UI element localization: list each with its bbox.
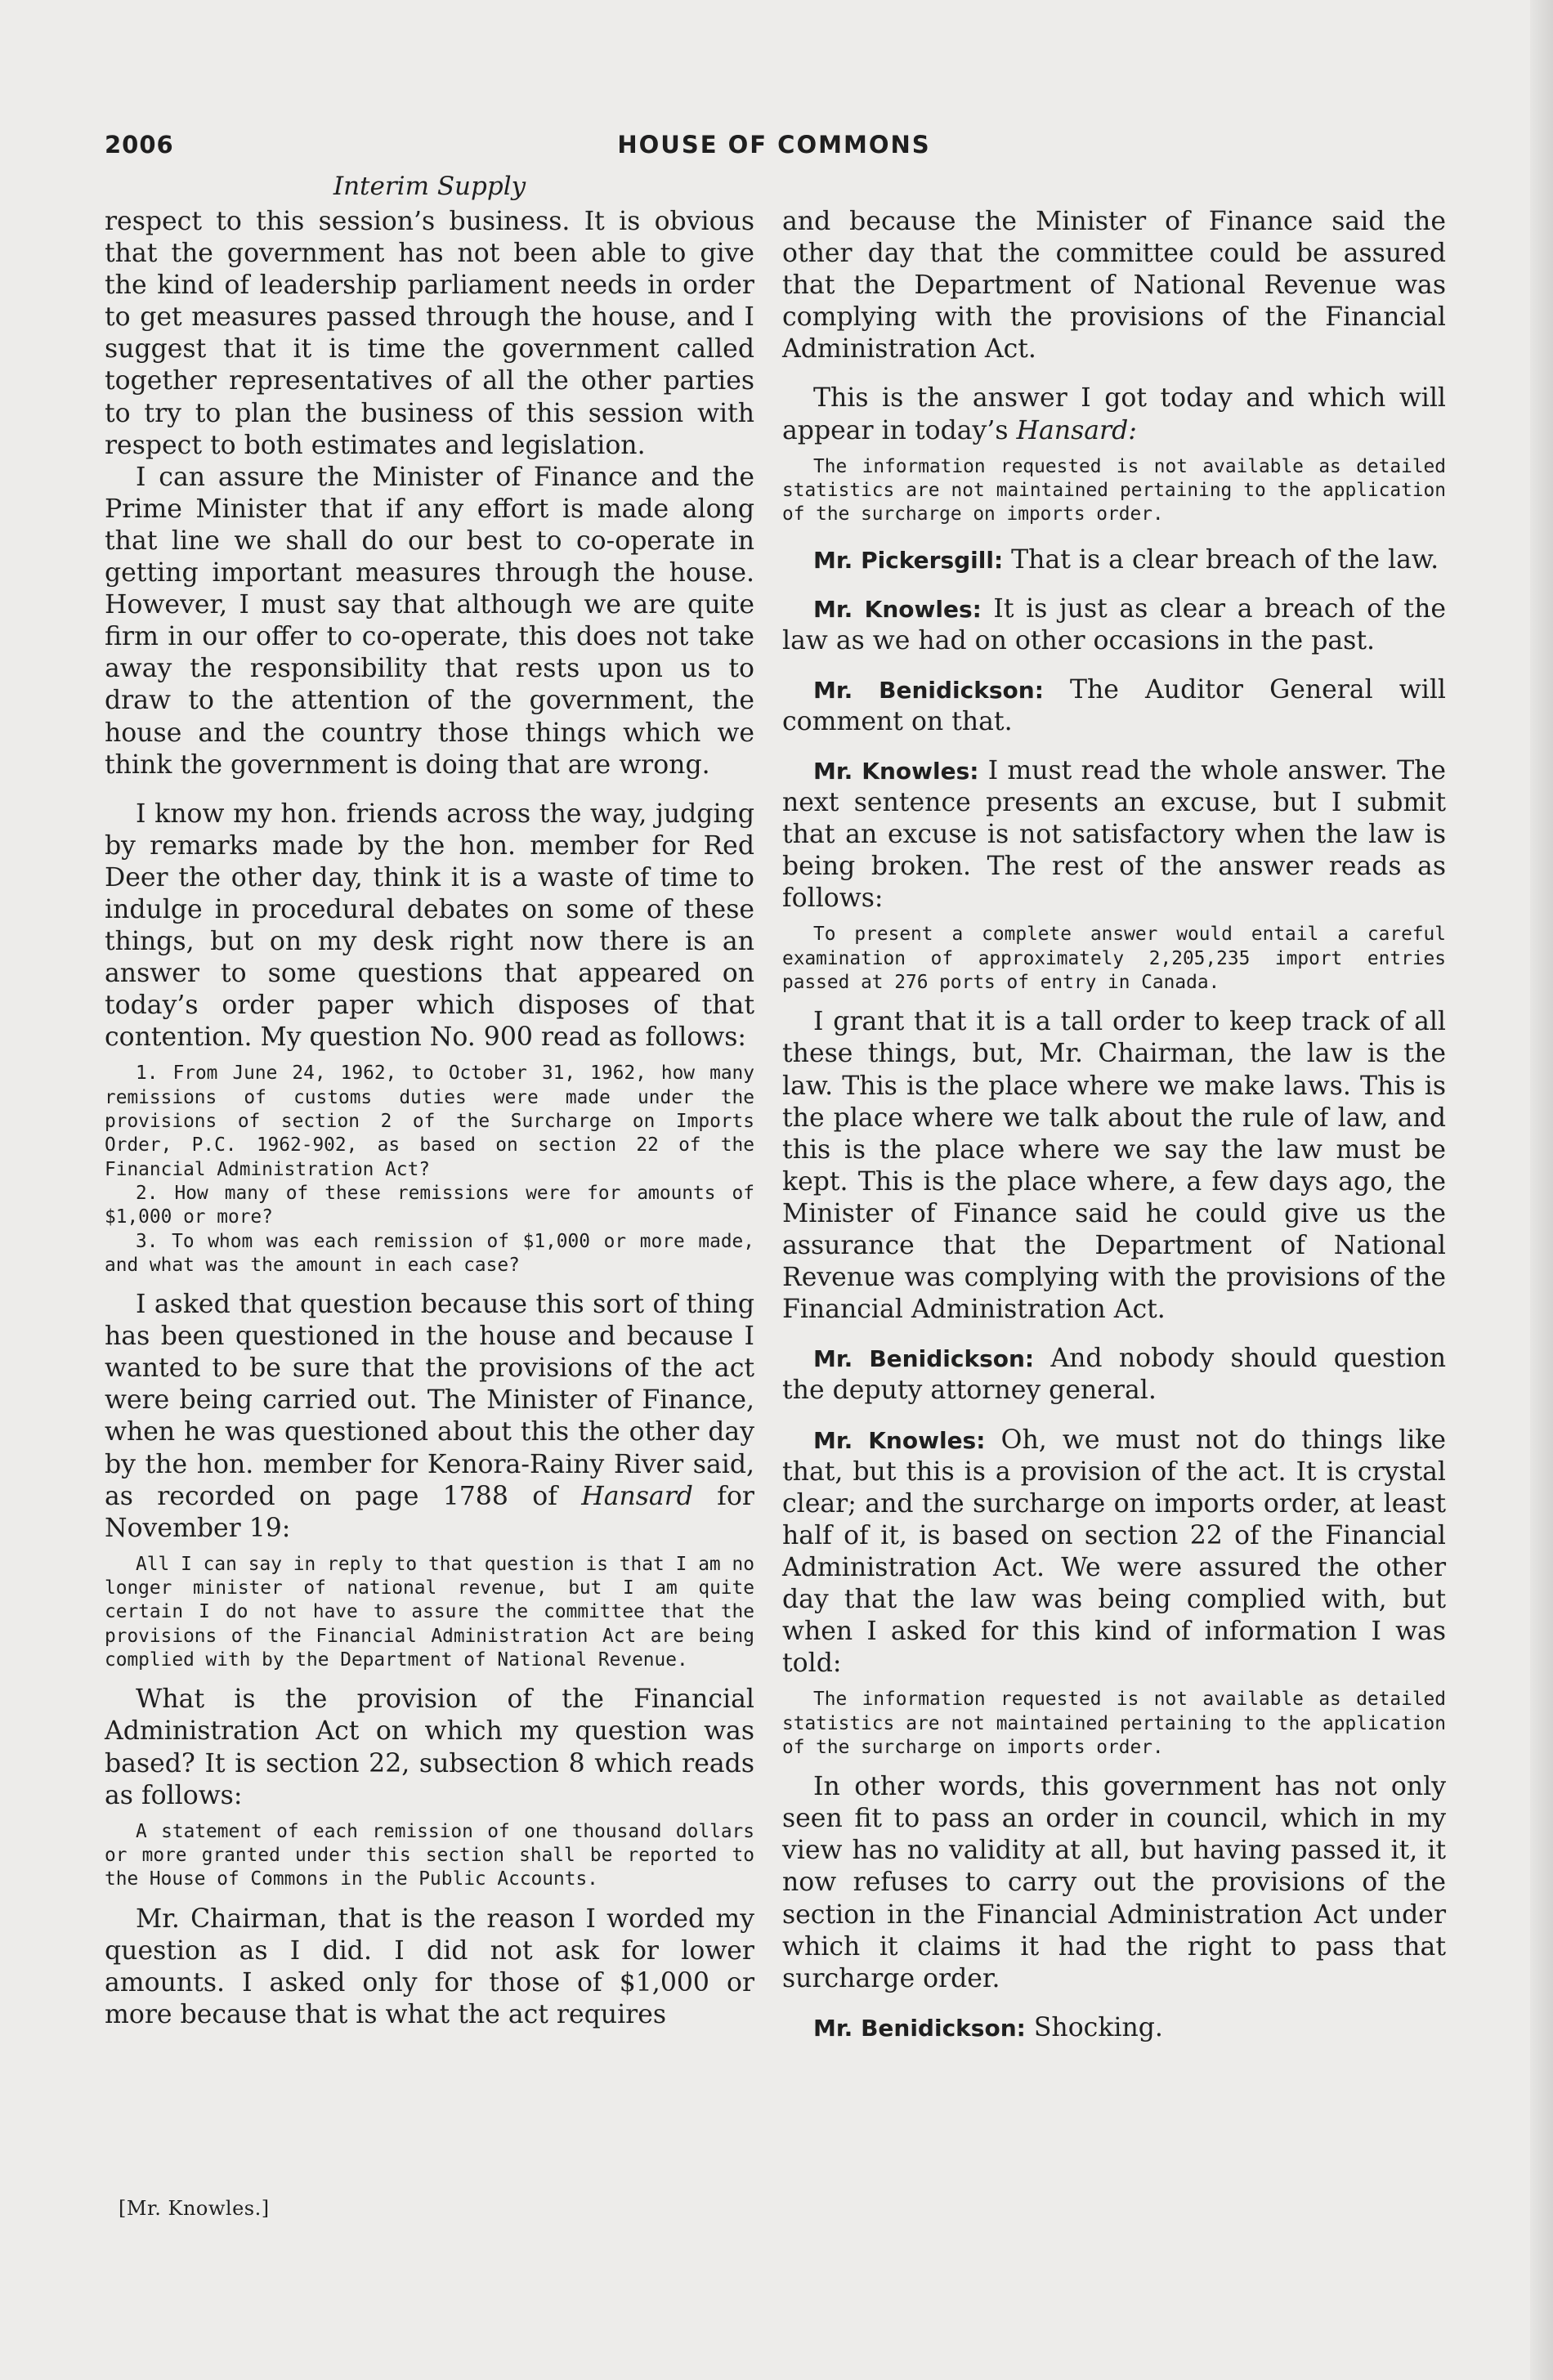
right-column — [782, 206, 1446, 2044]
quote-line: 3. To whom was each remission of $1,000 or more made, and what was the amount in each case? — [105, 1230, 754, 1276]
quoted-act — [105, 1820, 754, 1892]
hansard-italic: Hansard — [581, 1481, 693, 1511]
speaker-name: Mr. Pickersgill: — [813, 546, 1004, 574]
speech-text: It is just as clear a breach of the law as we had on other occasions in the past. — [782, 593, 1447, 655]
paragraph: and because the Minister of Finance said the other day that the committee could be assured that the Department of National Revenue was complying with the provisions of the Financial Administration Act. — [782, 207, 1446, 365]
quote-line: The information requested is not available as detailed statistics are not maintained pertaining to the application of the surcharge on imports order. — [782, 455, 1446, 526]
quote-line: To present a complete answer would entail a careful examination of approximately 2,205,235 import entries passed at 276 ports of entry in Canada. — [782, 924, 1446, 994]
speech — [782, 1425, 1446, 1680]
page-header — [105, 131, 1443, 172]
speaker-name: Mr. Benidickson: — [813, 1345, 1035, 1373]
quote-line: A statement of each remission of one thousand dollars or more granted under this section shall be reported to the House of Commons in the Public Accounts. — [105, 1820, 754, 1890]
quoted-question — [105, 1062, 754, 1277]
speech-text: Oh, we must not do things like that, but this is a provision of the act. It is crystal clear; and the surcharge on imports order, at least half of it, is based on section 22 of the Financial Administration Act. We were assured the other day that the law was being complied with, but when I asked for this kind of information I was told: — [782, 1425, 1447, 1679]
quote-line: All I can say in reply to that question is that I am no longer minister of national revenue, but I am quite certain I do not have to assure the committee that the provisions of the Financial Administration Act are being complied with by the Department of National Revenue. — [105, 1553, 754, 1671]
speech-text: The Auditor General will comment on that. — [782, 674, 1446, 736]
page-number: 2006 — [105, 131, 174, 159]
section-title: Interim Supply — [333, 172, 526, 201]
paragraph-text: I asked that question because this sort of thing has been questioned in the house and because I wanted to be sure that the provisions of the act were being carried out. The Minister of Finance, when he was questioned about this the other day by the hon. member for Kenora-Rainy River said, as recorded on page 1788 of — [105, 1290, 754, 1511]
paragraph-text: This is the answer I got today and which will appear in today’s — [782, 383, 1446, 445]
paragraph: I know my hon. friends across the way, judging by remarks made by the hon. member for Red Deer the other day, think it is a waste of time to indulge in procedural debates on some of these things, but on my desk right now there is an answer to some questions that appeared on today’s order paper which disposes of that contention. My question No. 900 read as follows: — [105, 799, 754, 1053]
hansard-italic: Hansard: — [1016, 415, 1137, 445]
speech — [782, 544, 1446, 576]
speech — [782, 2012, 1446, 2044]
speech-text: That is a clear breach of the law. — [1003, 544, 1439, 575]
paragraph: Mr. Chairman, that is the reason I worded my question as I did. I did not ask for lower amounts. I asked only for those of $1,000 or more because that is what the act requires — [105, 1904, 754, 2029]
paragraph: respect to this session’s business. It is obvious that the government has not been able to give the kind of leadership parliament needs in order to get measures passed through the house, and I suggest that it is time the government called together representatives of all the other parties to try to plan the business of this session with respect to both estimates and legislation. — [105, 207, 754, 460]
running-title: HOUSE OF COMMONS — [617, 131, 931, 159]
paragraph — [105, 1289, 754, 1545]
speaker-name: Mr. Knowles: — [813, 595, 982, 623]
left-column — [105, 206, 754, 2031]
paragraph: What is the provision of the Financial Administration Act on which my question was based? It is section 22, subsection 8 which reads as follows: — [105, 1684, 754, 1810]
speaker-attribution: [Mr. Knowles.] — [119, 2197, 270, 2220]
paragraph — [782, 382, 1446, 446]
quote-line: The information requested is not available as detailed statistics are not maintained pertaining to the application of the surcharge on imports order. — [782, 1689, 1446, 1758]
speech — [782, 674, 1446, 738]
speaker-name: Mr. Knowles: — [813, 758, 979, 785]
speech-text: Shocking. — [1025, 2012, 1163, 2042]
quoted-answer — [782, 1688, 1446, 1760]
quoted-reply — [105, 1553, 754, 1672]
speaker-name: Mr. Knowles: — [813, 1426, 986, 1454]
quote-line: 2. How many of these remissions were for amounts of $1,000 or more? — [105, 1182, 754, 1228]
quote-line: 1. From June 24, 1962, to October 31, 1962, how many remissions of customs duties were made under the provisions of section 2 of the Surcharge on Imports Order, P.C. 1962-902, as based on section 22 of the Financial Administration Act? — [105, 1062, 754, 1180]
speech — [782, 1343, 1446, 1407]
speech — [782, 755, 1446, 915]
page-edge-shadow — [1530, 0, 1553, 2380]
speaker-name: Mr. Benidickson: — [813, 2014, 1026, 2042]
paragraph: I grant that it is a tall order to keep track of all these things, but, Mr. Chairman, the law is the law. This is the place where we make laws. This is the place where we talk about the rule of law, and this is the place where we say the law must be kept. This is the place where, a few days ago, the Minister of Finance said he could give us the assurance that the Department of National Revenue was complying with the provisions of the Financial Administration Act. — [782, 1007, 1446, 1325]
quoted-answer — [782, 455, 1446, 527]
quoted-answer — [782, 923, 1446, 995]
paragraph: In other words, this government has not only seen fit to pass an order in council, which in my view has no validity at all, but having passed it, it now refuses to carry out the provisions of the section in the Financial Administration Act under which it claims it had the right to pass that surcharge order. — [782, 1772, 1446, 1993]
paragraph: I can assure the Minister of Finance and the Prime Minister that if any effort is made along that line we shall do our best to co-operate in getting important measures through the house. However, I must say that although we are quite firm in our offer to co-operate, this does not take away the responsibility that rests upon us to draw to the attention of the government, the house and the country those things which we think the government is doing that are wrong. — [105, 462, 754, 780]
paragraph-text: for November 19: — [105, 1481, 754, 1543]
speech-text: And nobody should question the deputy attorney general. — [782, 1344, 1447, 1406]
speech — [782, 593, 1446, 657]
speaker-name: Mr. Benidickson: — [813, 676, 1044, 704]
speech-text: I must read the whole answer. The next sentence presents an excuse, but I submit that an excuse is not satisfactory when the law is being broken. The rest of the answer reads as follows: — [782, 756, 1447, 914]
